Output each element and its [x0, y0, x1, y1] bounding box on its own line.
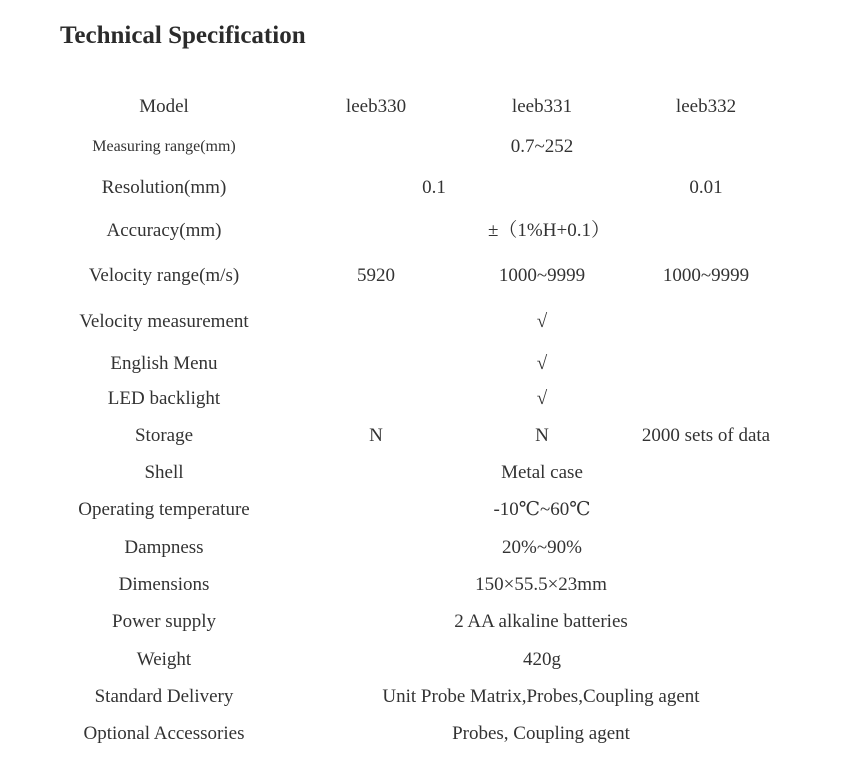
spec-label: Velocity range(m/s) [88, 265, 240, 286]
check-mark: √ [536, 353, 548, 374]
spec-value-leeb330-331: 0.1 [422, 177, 446, 198]
spec-label: Shell [144, 462, 184, 483]
spec-value-leeb331: N [535, 425, 549, 446]
spec-row-velocity-range [0, 261, 868, 291]
spec-value-leeb332: 2000 sets of data [641, 425, 771, 446]
spec-row-model [0, 92, 868, 122]
spec-row-shell [0, 458, 868, 488]
spec-value-leeb332: 0.01 [689, 177, 723, 198]
spec-value: 150×55.5×23mm [475, 574, 607, 595]
check-mark: √ [536, 388, 548, 409]
spec-label: Model [139, 96, 189, 117]
spec-label: Measuring range(mm) [92, 138, 236, 155]
spec-label: Velocity measurement [79, 311, 249, 332]
spec-value: 420g [523, 649, 561, 670]
spec-label: English Menu [110, 353, 218, 374]
spec-row-velocity-measurement [0, 307, 868, 337]
spec-row-standard-delivery [0, 682, 868, 712]
spec-label: Optional Accessories [83, 723, 245, 744]
spec-row-weight [0, 645, 868, 675]
spec-value-leeb330: leeb330 [345, 96, 407, 117]
spec-label: Storage [134, 425, 194, 446]
spec-row-resolution [0, 173, 868, 203]
spec-row-english-menu [0, 349, 868, 379]
spec-value: ±（1%H+0.1） [488, 220, 610, 241]
spec-value: 2 AA alkaline batteries [454, 611, 628, 632]
spec-value: Metal case [501, 462, 583, 483]
spec-row-dampness [0, 533, 868, 563]
spec-value-leeb331: 1000~9999 [498, 265, 586, 286]
spec-value: 20%~90% [502, 537, 582, 558]
spec-row-power-supply [0, 607, 868, 637]
spec-row-measuring-range [0, 132, 868, 162]
spec-value-leeb331: leeb331 [511, 96, 573, 117]
spec-label: Accuracy(mm) [106, 220, 222, 241]
spec-row-operating-temperature [0, 495, 868, 525]
spec-row-storage [0, 421, 868, 451]
spec-value-leeb332: leeb332 [675, 96, 737, 117]
spec-row-dimensions [0, 570, 868, 600]
spec-row-optional-accessories [0, 719, 868, 749]
spec-label: Weight [136, 649, 192, 670]
spec-label: LED backlight [107, 388, 221, 409]
spec-label: Power supply [112, 611, 216, 632]
spec-label: Dimensions [118, 574, 210, 595]
page-title: Technical Specification [60, 22, 306, 49]
spec-label: Resolution(mm) [101, 177, 227, 198]
spec-value: -10℃~60℃ [493, 499, 591, 520]
spec-row-led-backlight [0, 384, 868, 414]
check-mark: √ [536, 311, 548, 332]
spec-label: Standard Delivery [94, 686, 234, 707]
spec-label: Dampness [124, 537, 204, 558]
spec-value-leeb330: N [369, 425, 383, 446]
spec-value-leeb332: 1000~9999 [662, 265, 750, 286]
spec-row-accuracy [0, 216, 868, 246]
spec-value: Unit Probe Matrix,Probes,Coupling agent [382, 686, 700, 707]
spec-value: Probes, Coupling agent [452, 723, 630, 744]
spec-value-leeb330: 5920 [357, 265, 395, 286]
spec-label: Operating temperature [78, 499, 250, 520]
spec-value: 0.7~252 [510, 136, 574, 157]
